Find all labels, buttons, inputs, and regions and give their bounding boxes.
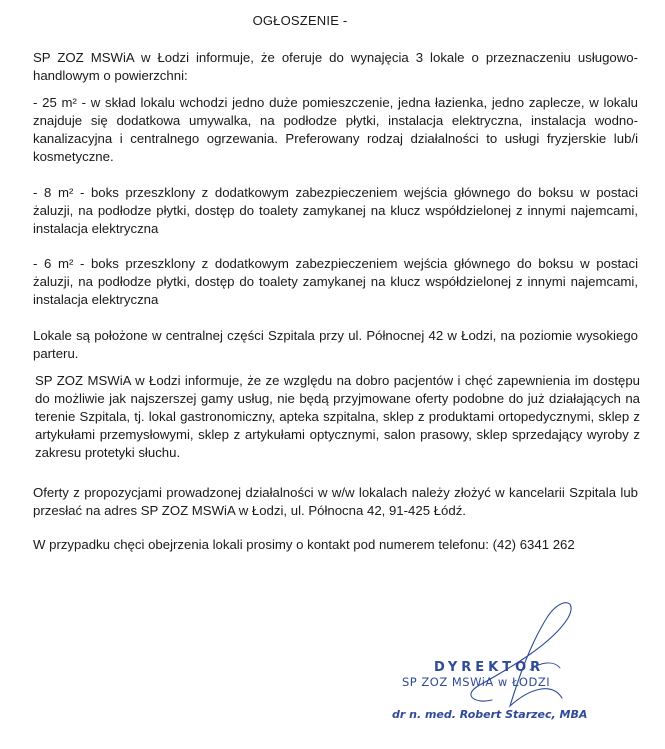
paragraph-restrictions: SP ZOZ MSWiA w Łodzi informuje, że ze względu na dobro pacjentów i chęć zapewnienia im dostępu do możliwie jak najszerszej gamy usług, nie będą przyjmowane oferty podobne do już działających na terenie Szpitala, tj. lokal gastronomiczny, apteka szpitalna, sklep z produktami ortopedycznymi, sklep z artykułami przemysłowymi, sklep z artykułami optycznymi, salon prasowy, sklep sprzedający wyroby z zakresu protetyki słuchu. xyxy=(35,373,640,460)
stamp-title: DYREKTOR xyxy=(434,660,545,675)
paragraph-unit-6m2: - 6 m² - boks przeszklony z dodatkowym zabezpieczeniem wejścia głównego do boksu w postaci żaluzji, na podłodze płytki, dostęp do toalety zamykanej na klucz współdzielonej z innymi najemcami, instalacja elektryczna xyxy=(33,256,638,307)
paragraph-unit-8m2: - 8 m² - boks przeszklony z dodatkowym zabezpieczeniem wejścia głównego do boksu w postaci żaluzji, na podłodze płytki, dostęp do toalety zamykanej na klucz współdzielonej z innymi najemcami, instalacja elektryczna xyxy=(33,185,638,236)
stamp-signatory: dr n. med. Robert Starzec, MBA xyxy=(392,708,588,721)
paragraph-intro: SP ZOZ MSWiA w Łodzi informuje, że oferuje do wynajęcia 3 lokale o przeznaczeniu usługowo-handlowym o powierzchni: xyxy=(33,50,638,83)
paragraph-offers: Oferty z propozycjami prowadzonej działalności w w/w lokalach należy złożyć w kancelarii Szpitala lub przesłać na adres SP ZOZ MSWiA w Łodzi, ul. Północna 42, 91-425 Łódź. xyxy=(33,485,638,518)
paragraph-unit-25m2: - 25 m² - w skład lokalu wchodzi jedno duże pomieszczenie, jedna łazienka, jedno zaplecze, w lokalu znajduje się dodatkowa umywalka, na podłodze płytki, instalacja elektryczna, instalacja wodno-kanalizacyjna i centralnego ogrzewania. Preferowany rodzaj działalności to usługi fryzjerskie lub/i kosmetyczne. xyxy=(33,95,638,164)
director-stamp xyxy=(380,588,620,738)
paragraph-contact: W przypadku chęci obejrzenia lokali prosimy o kontakt pod numerem telefonu: (42) 6341 262 xyxy=(33,537,575,552)
stamp-institution: SP ZOZ MSWiA w ŁODZI xyxy=(402,675,551,689)
paragraph-location: Lokale są położone w centralnej części Szpitala przy ul. Północnej 42 w Łodzi, na poziomie wysokiego parteru. xyxy=(33,328,638,361)
document-title: OGŁOSZENIE - xyxy=(252,13,348,28)
